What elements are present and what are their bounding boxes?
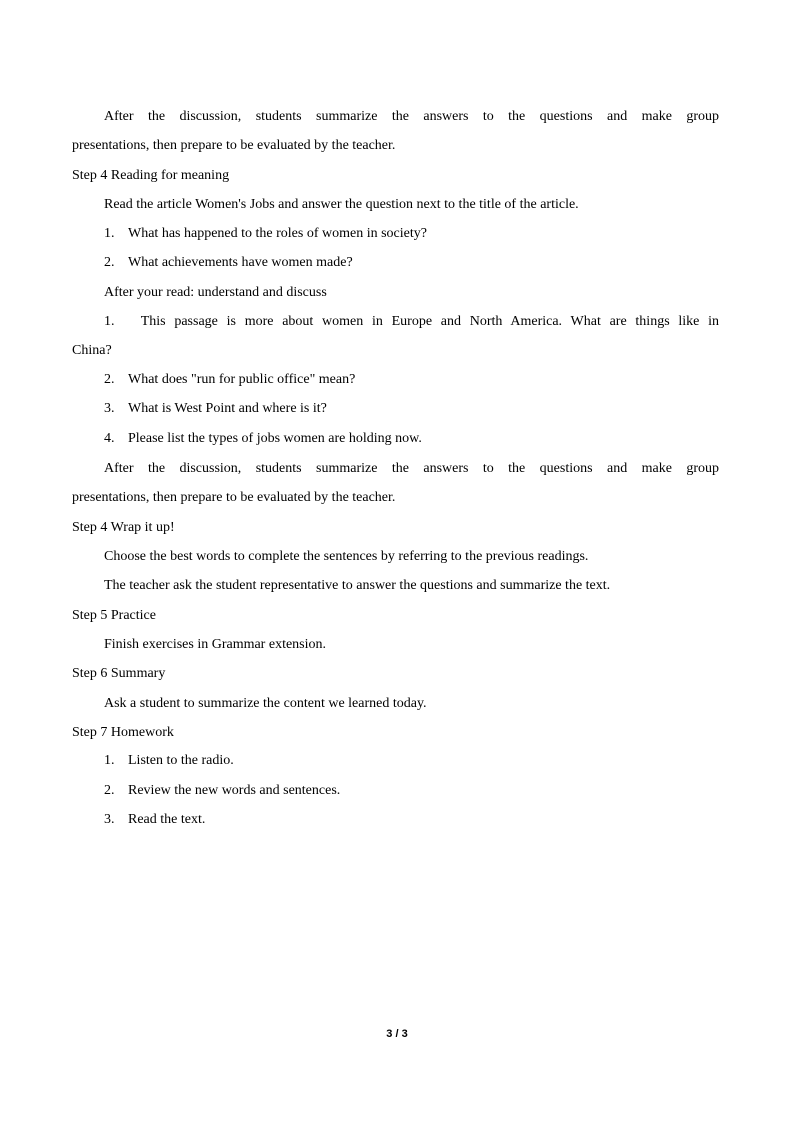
- paragraph-line: Finish exercises in Grammar extension.: [104, 637, 327, 652]
- paragraph-line: China?: [72, 343, 112, 358]
- list-number: 2.: [104, 255, 115, 270]
- paragraph-line: Choose the best words to complete the sentences by referring to the previous readings.: [104, 549, 589, 564]
- list-number: 3.: [104, 812, 115, 827]
- section-heading: Step 6 Summary: [72, 666, 166, 681]
- section-heading: Step 7 Homework: [72, 725, 174, 740]
- list-text: What is West Point and where is it?: [128, 401, 327, 416]
- paragraph-line: The teacher ask the student representative to answer the questions and summarize the text.: [104, 578, 611, 593]
- paragraph-line: Ask a student to summarize the content we learned today.: [104, 696, 427, 711]
- list-item: [104, 313, 719, 331]
- section-heading: Step 4 Wrap it up!: [72, 520, 175, 535]
- list-text: Please list the types of jobs women are holding now.: [128, 431, 422, 446]
- list-number: 4.: [104, 431, 115, 446]
- page-number: 3 / 3: [386, 1028, 408, 1040]
- paragraph-line: After the discussion, students summarize the answers to the questions and make group: [104, 461, 719, 476]
- list-text: Review the new words and sentences.: [128, 783, 341, 798]
- list-item: [104, 400, 327, 418]
- list-number: 2.: [104, 783, 115, 798]
- list-text: What achievements have women made?: [128, 255, 353, 270]
- paragraph-line: After the discussion, students summarize the answers to the questions and make group: [104, 109, 719, 124]
- list-item: [104, 254, 353, 272]
- paragraph-line: presentations, then prepare to be evaluated by the teacher.: [72, 490, 396, 505]
- paragraph-line: After your read: understand and discuss: [104, 285, 327, 300]
- list-item: [104, 430, 422, 448]
- paragraph-line: presentations, then prepare to be evaluated by the teacher.: [72, 138, 396, 153]
- list-text: What has happened to the roles of women in society?: [128, 226, 427, 241]
- list-text: Read the text.: [128, 812, 206, 827]
- list-item: [104, 782, 340, 800]
- list-number: 1.: [104, 226, 115, 241]
- list-number: 3.: [104, 401, 115, 416]
- section-heading: Step 5 Practice: [72, 608, 156, 623]
- list-item: [104, 811, 205, 829]
- list-text: What does "run for public office" mean?: [128, 372, 356, 387]
- list-item: [104, 752, 234, 770]
- list-number: 2.: [104, 372, 115, 387]
- list-item: [104, 371, 355, 389]
- section-heading: Step 4 Reading for meaning: [72, 168, 230, 183]
- list-number: 1.: [104, 753, 115, 768]
- list-number: 1.: [104, 314, 115, 329]
- paragraph-line: Read the article Women's Jobs and answer the question next to the title of the article.: [104, 197, 579, 212]
- list-text: This passage is more about women in Europe and North America. What are things like in: [140, 314, 719, 329]
- list-item: [104, 225, 427, 243]
- list-text: Listen to the radio.: [128, 753, 234, 768]
